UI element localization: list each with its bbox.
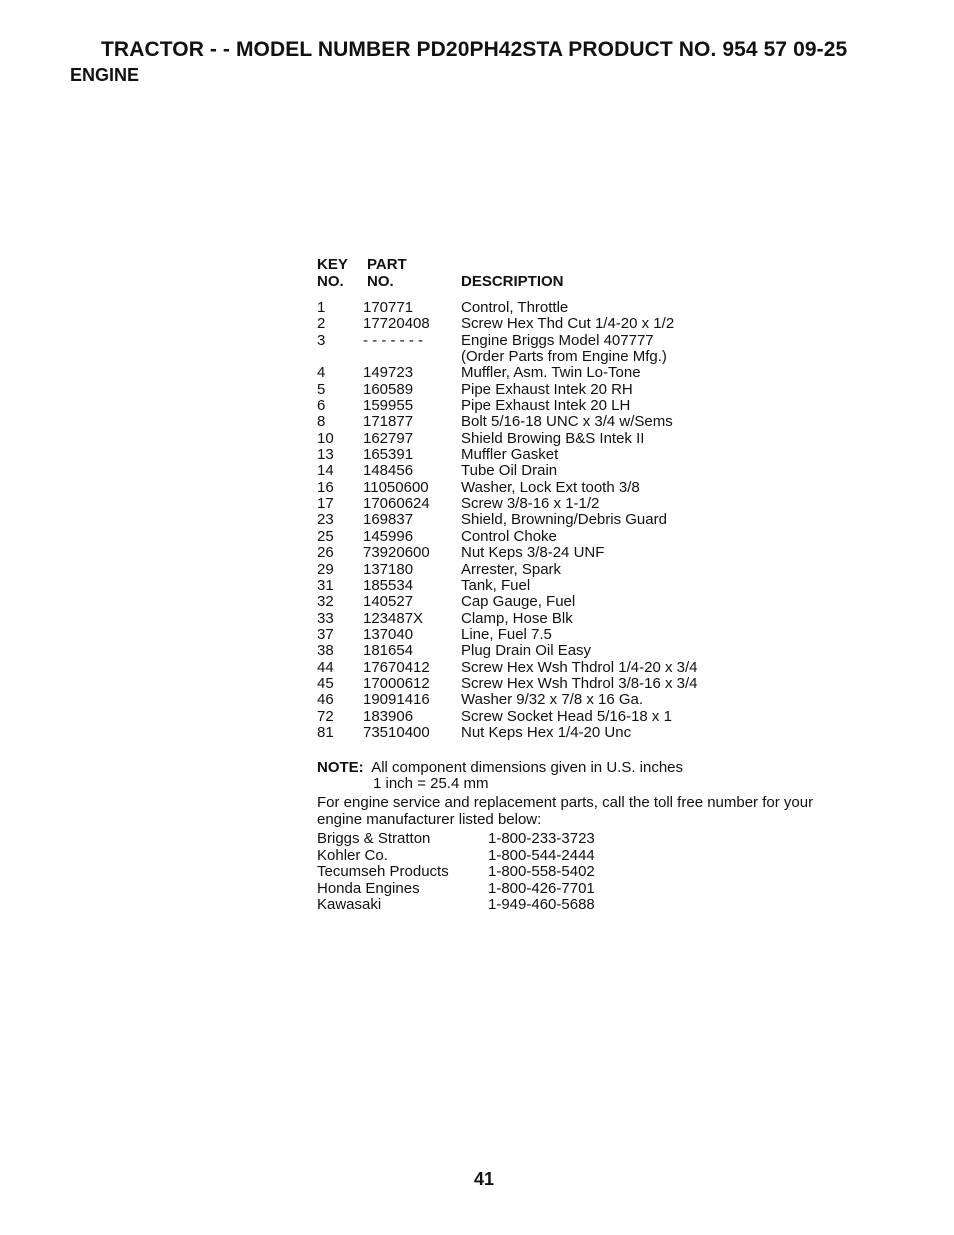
contact-row: [317, 848, 617, 865]
manufacturer-name: Kohler Co.: [317, 846, 388, 864]
key-cell: 4: [317, 364, 326, 382]
description-cell: Control, Throttle: [461, 299, 569, 316]
table-row: [317, 333, 877, 349]
manufacturer-phone: 1-949-460-5688: [488, 896, 595, 914]
description-cell: Shield, Browning/Debris Guard: [461, 511, 667, 529]
column-header-part-line2: NO.: [367, 273, 394, 290]
description-cell: Tube Oil Drain: [461, 462, 558, 480]
description-cell: Shield Browing B&S Intek II: [461, 429, 645, 447]
table-row: [317, 594, 877, 610]
description-cell: Washer 9/32 x 7/8 x 16 Ga.: [461, 691, 644, 709]
manufacturer-name: Briggs & Stratton: [317, 830, 431, 847]
table-row: [317, 627, 877, 643]
key-cell: 32: [317, 593, 334, 611]
table-row: [317, 676, 877, 692]
description-cell: Cap Gauge, Fuel: [461, 593, 576, 611]
part-number-cell: 19091416: [363, 691, 430, 709]
part-number-cell: 185534: [363, 576, 414, 594]
table-row: [317, 316, 877, 332]
table-row: [317, 431, 877, 447]
table-row: [317, 463, 877, 479]
description-cell: Screw Socket Head 5/16-18 x 1: [461, 707, 672, 725]
column-header-part-line1: PART: [367, 256, 407, 273]
part-number-cell: 17720408: [363, 315, 430, 333]
table-row: [317, 414, 877, 430]
description-cell: Line, Fuel 7.5: [461, 625, 552, 643]
key-cell: 25: [317, 527, 334, 545]
description-cell: Nut Keps Hex 1/4-20 Unc: [461, 723, 632, 741]
key-cell: 44: [317, 658, 334, 676]
key-cell: 10: [317, 429, 334, 447]
description-cell: Muffler, Asm. Twin Lo-Tone: [461, 364, 641, 382]
table-row: [317, 398, 877, 414]
contact-row: [317, 897, 617, 914]
table-row: [317, 349, 877, 365]
contact-row: [317, 864, 617, 881]
description-cell: Screw 3/8-16 x 1-1/2: [461, 495, 600, 513]
key-cell: 2: [317, 315, 326, 333]
key-cell: 17: [317, 495, 334, 513]
key-cell: 72: [317, 707, 334, 725]
key-cell: 3: [317, 331, 326, 349]
description-cell: Washer, Lock Ext tooth 3/8: [461, 478, 640, 496]
manufacturer-phone: 1-800-233-3723: [488, 830, 595, 847]
key-cell: 37: [317, 625, 334, 643]
description-cell: Clamp, Hose Blk: [461, 609, 573, 627]
table-row: [317, 365, 877, 381]
column-header-key-line2: NO.: [317, 273, 344, 290]
key-cell: 1: [317, 299, 326, 316]
key-cell: 14: [317, 462, 334, 480]
service-instructions: For engine service and replacement parts, call the toll free number for your engine manufacturer listed below:: [317, 794, 814, 828]
part-number-cell: 73920600: [363, 544, 430, 562]
table-row: [317, 545, 877, 561]
note: [317, 760, 857, 792]
part-number-cell: 11050600: [363, 478, 429, 496]
table-row: [317, 709, 877, 725]
part-number-cell: 140527: [363, 593, 414, 611]
part-number-cell: 149723: [363, 364, 414, 382]
part-number-cell: 17060624: [363, 495, 430, 513]
parts-list-header: [317, 256, 877, 290]
part-number-cell: 159955: [363, 397, 414, 415]
part-number-cell: 171877: [363, 413, 414, 431]
note-text: All component dimensions given in U.S. inches: [371, 759, 684, 776]
description-cell: Nut Keps 3/8-24 UNF: [461, 544, 605, 562]
description-cell: Control Choke: [461, 527, 557, 545]
manufacturer-phone: 1-800-558-5402: [488, 863, 595, 881]
manufacturer-name: Honda Engines: [317, 879, 420, 897]
table-row: [317, 611, 877, 627]
key-cell: 33: [317, 609, 334, 627]
manufacturer-phone: 1-800-426-7701: [488, 879, 595, 897]
key-cell: 81: [317, 723, 334, 741]
part-number-cell: 169837: [363, 511, 414, 529]
key-cell: 46: [317, 691, 334, 709]
part-number-cell: 160589: [363, 380, 414, 398]
key-cell: 5: [317, 380, 326, 398]
part-number-cell: 162797: [363, 429, 414, 447]
parts-list-rows: [317, 300, 877, 741]
key-cell: 16: [317, 478, 334, 496]
key-cell: 45: [317, 674, 334, 692]
part-number-cell: 17000612: [363, 674, 430, 692]
note-label: NOTE:: [317, 759, 364, 776]
table-row: [317, 480, 877, 496]
table-row: [317, 643, 877, 659]
page-title: TRACTOR - - MODEL NUMBER PD20PH42STA PRODUCT NO. 954 57 09-25: [101, 38, 848, 61]
manufacturer-contacts: [317, 831, 617, 914]
description-cell: (Order Parts from Engine Mfg.): [461, 348, 667, 366]
description-cell: Screw Hex Thd Cut 1/4-20 x 1/2: [461, 315, 675, 333]
table-row: [317, 382, 877, 398]
key-cell: 29: [317, 560, 334, 578]
table-row: [317, 692, 877, 708]
description-cell: Arrester, Spark: [461, 560, 562, 578]
key-cell: 31: [317, 576, 334, 594]
part-number-cell: 145996: [363, 527, 414, 545]
description-cell: Pipe Exhaust Intek 20 RH: [461, 380, 633, 398]
description-cell: Screw Hex Wsh Thdrol 1/4-20 x 3/4: [461, 658, 698, 676]
part-number-cell: 137180: [363, 560, 414, 578]
contact-row: [317, 881, 617, 898]
table-row: [317, 578, 877, 594]
part-number-cell: - - - - - - -: [363, 331, 423, 349]
part-number-cell: 181654: [363, 642, 414, 660]
contact-row: [317, 831, 617, 848]
description-cell: Plug Drain Oil Easy: [461, 642, 592, 660]
note-conversion: 1 inch = 25.4 mm: [373, 775, 489, 792]
table-row: [317, 496, 877, 512]
table-row: [317, 529, 877, 545]
description-cell: Screw Hex Wsh Thdrol 3/8-16 x 3/4: [461, 674, 698, 692]
part-number-cell: 170771: [363, 299, 414, 316]
table-row: [317, 660, 877, 676]
column-header-description: DESCRIPTION: [461, 273, 564, 290]
column-header-key-line1: KEY: [317, 256, 348, 273]
part-number-cell: 183906: [363, 707, 414, 725]
part-number-cell: 123487X: [363, 609, 424, 627]
manufacturer-name: Tecumseh Products: [317, 863, 449, 881]
parts-list: [317, 256, 877, 741]
description-cell: Engine Briggs Model 407777: [461, 331, 654, 349]
description-cell: Pipe Exhaust Intek 20 LH: [461, 397, 631, 415]
part-number-cell: 17670412: [363, 658, 430, 676]
key-cell: 13: [317, 446, 334, 464]
key-cell: 38: [317, 642, 334, 660]
page-number: 41: [474, 1169, 495, 1189]
table-row: [317, 512, 877, 528]
part-number-cell: 73510400: [363, 723, 430, 741]
key-cell: 6: [317, 397, 326, 415]
table-row: [317, 725, 877, 741]
manufacturer-name: Kawasaki: [317, 896, 382, 914]
description-cell: Tank, Fuel: [461, 576, 531, 594]
part-number-cell: 137040: [363, 625, 414, 643]
key-cell: 23: [317, 511, 334, 529]
description-cell: Muffler Gasket: [461, 446, 559, 464]
description-cell: Bolt 5/16-18 UNC x 3/4 w/Sems: [461, 413, 673, 431]
key-cell: 26: [317, 544, 334, 562]
part-number-cell: 148456: [363, 462, 414, 480]
table-row: [317, 447, 877, 463]
manufacturer-phone: 1-800-544-2444: [488, 846, 595, 864]
table-row: [317, 300, 877, 316]
part-number-cell: 165391: [363, 446, 414, 464]
table-row: [317, 562, 877, 578]
section-heading: ENGINE: [70, 65, 140, 85]
key-cell: 8: [317, 413, 326, 431]
